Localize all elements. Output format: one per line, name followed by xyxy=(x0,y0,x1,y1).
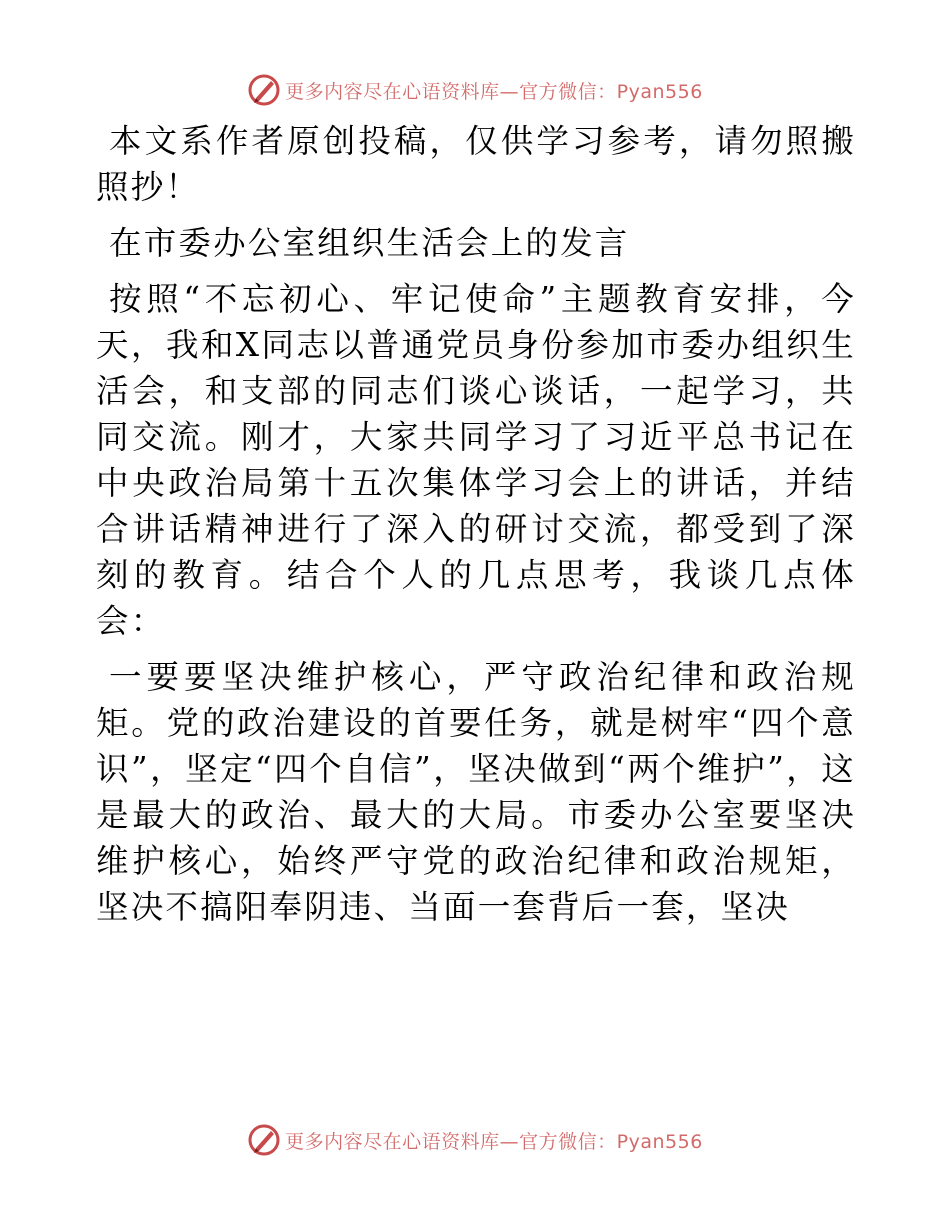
disclaimer-paragraph: 本文系作者原创投稿，仅供学习参考，请勿照搬照抄！ xyxy=(96,122,856,206)
document-body xyxy=(96,118,856,940)
intro-paragraph: 按照“不忘初心、牢记使命”主题教育安排，今天，我和X同志以普通党员身份参加市委办组织生活会，和支部的同志们谈心谈话，一起学习，共同交流。刚才，大家共同学习了习近平总书记在中央政治局第十五次集体学习会上的讲话，并结合讲话精神进行了深入的研讨交流，都受到了深刻的教育。结合个人的几点思考，我谈几点体会： xyxy=(96,280,856,640)
document-title: 在市委办公室组织生活会上的发言 xyxy=(109,224,630,262)
watermark-text: 更多内容尽在心语资料库—官方微信：Pyan556 xyxy=(285,1130,703,1153)
header-watermark xyxy=(0,70,950,110)
pen-logo-icon xyxy=(247,1123,281,1157)
watermark-text: 更多内容尽在心语资料库—官方微信：Pyan556 xyxy=(285,80,703,103)
point-one-paragraph: 一要要坚决维护核心，严守政治纪律和政治规矩。党的政治建设的首要任务，就是树牢“四个意识”，坚定“四个自信”，坚决做到“两个维护”，这是最大的政治、最大的大局。市委办公室要坚决维护核心，始终严守党的政治纪律和政治规矩，坚决不搞阳奉阴违、当面一套背后一套，坚决 xyxy=(96,658,856,926)
pen-logo-icon xyxy=(247,73,281,107)
footer-watermark xyxy=(0,1120,950,1160)
